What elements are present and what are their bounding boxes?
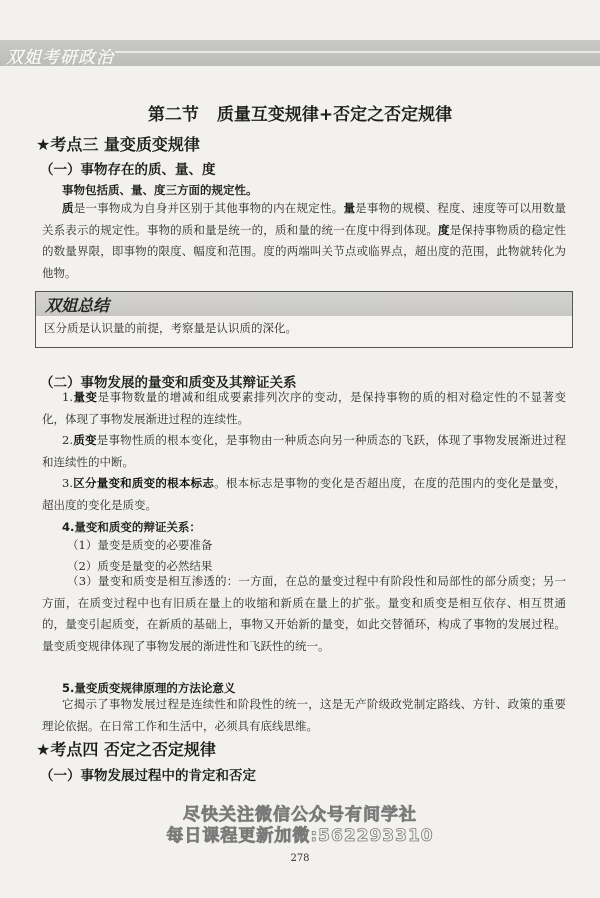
kd3-sub2-heading: （二）事物发展的量变和质变及其辩证关系 xyxy=(40,375,297,391)
watermark-line1: 尽快关注微信公众号有间学社 xyxy=(183,805,417,825)
kd4-heading: ★考点四 否定之否定规律 xyxy=(36,740,216,759)
summary-header xyxy=(36,292,572,316)
kd3-sub1-heading: （一）事物存在的质、量、度 xyxy=(40,162,216,178)
kd3-sub2-p4-item2: （2）质变是量变的必然结果 xyxy=(67,559,213,573)
kd3-sub2-p4-item1: （1）量变是质变的必要准备 xyxy=(67,538,213,552)
kd3-sub1-body: 质是一事物成为自身并区别于其他事物的内在规定性。量是事物的规模、程度、速度等可以用数量关系表示的规定性。事物的质和量是统一的，质和量的统一在度中得到体现。度是保持事物质的稳定性的数量界限，即事物的限度、幅度和范围。度的两端叫关节点或临界点，超出度的范围，此物就转化为他物。 xyxy=(42,201,567,280)
section-title xyxy=(0,100,600,125)
header-band xyxy=(0,40,600,66)
kd3-sub2-p4-title: 4.量变和质变的辩证关系： xyxy=(62,520,201,534)
header-stripe xyxy=(115,51,600,53)
kd3-sub2-p5-body: 它揭示了事物发展过程是连续性和阶段性的统一，这是无产阶级政党制定路线、方针、政策的重要理论依据。在日常工作和生活中，必须具有底线思维。 xyxy=(42,697,566,733)
section-name: 质量互变规律+否定之否定规律 xyxy=(216,105,453,125)
kd3-sub2-p5-title: 5.量变质变规律原理的方法论意义 xyxy=(62,681,236,695)
kd3-sub2-p1: 1.量变是事物数量的增减和组成要素排列次序的变动，是保持事物的质的相对稳定性的不显著变化，体现了事物发展渐进过程的连续性。 xyxy=(42,390,566,426)
kd3-heading: ★考点三 量变质变规律 xyxy=(36,135,200,154)
section-number: 第二节 xyxy=(147,105,199,125)
summary-text: 区分质是认识量的前提，考察量是认识质的深化。 xyxy=(44,321,297,335)
kd3-sub1-lead: 事物包括质、量、度三方面的规定性。 xyxy=(62,183,258,197)
kd4-sub1-heading: （一）事物发展过程中的肯定和否定 xyxy=(40,768,256,784)
book-logo: 双姐考研政治 xyxy=(6,48,114,68)
summary-box xyxy=(35,291,573,348)
kd3-sub2-p3: 3.区分量变和质变的根本标志。根本标志是事物的变化是否超出度，在度的范围内的变化是量变，超出度的变化是质变。 xyxy=(42,476,567,512)
page-number: 278 xyxy=(290,853,310,864)
summary-title: 双姐总结 xyxy=(45,296,110,315)
kd3-sub2-p4-item3: （3）量变和质变是相互渗透的：一方面，在总的量变过程中有阶段性和局部性的部分质变；另一方面，在质变过程中也有旧质在量上的收缩和新质在量上的扩张。量变和质变是相互依存、相互贯通的，量变引起质变，在新质的基础上，事物又开始新的量变，如此交替循环，构成了事物的发展过程。量变质变规律体现了事物发展的渐进性和飞跃性的统一。 xyxy=(42,574,566,653)
watermark-line2: 每日课程更新加微:562293310 xyxy=(166,826,434,846)
kd3-sub2-p2: 2.质变是事物性质的根本变化，是事物由一种质态向另一种质态的飞跃，体现了事物发展渐进过程和连续性的中断。 xyxy=(42,433,566,469)
